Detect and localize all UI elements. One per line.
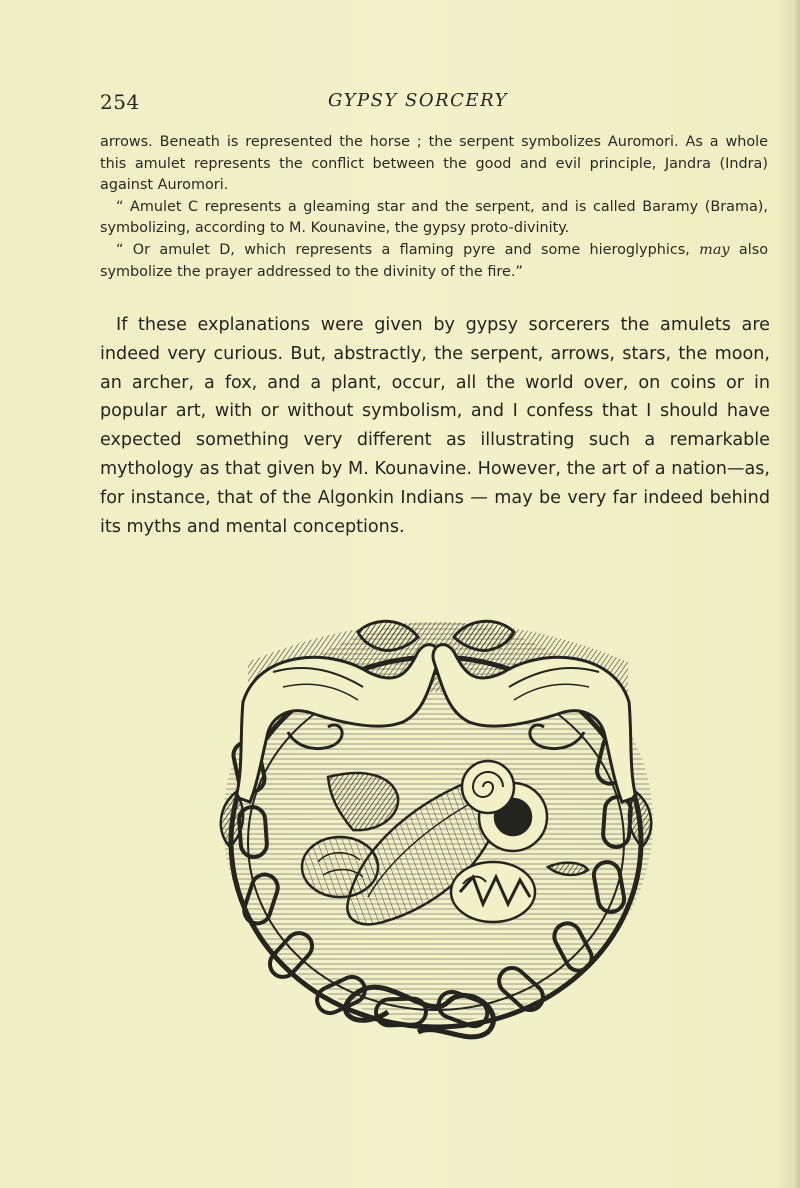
running-head-title: GYPSY SORCERY <box>328 90 508 111</box>
page-edge <box>792 0 800 1188</box>
page-number: 254 <box>100 90 140 114</box>
quoted-paragraph-3 <box>100 240 768 283</box>
body-paragraph: If these explanations were given by gypsy sorcerers the amulets are indeed very curious. But, abstractly, the serpent, arrows, stars, the moon, an archer, a fox, and a plant, occur, all the world over, on coins or in popular art, with or without symbolism, and I confess that I should have expected something very different as illustrating such a remarkable mythology as that given by M. Kounavine. However, the art of a nation—as, for instance, that of the Algonkin Indians — may be very far indeed behind its myths and mental conceptions. <box>100 315 770 537</box>
quoted-paragraph-3-end: also symbolize the prayer addressed to the divinity of the fire.” <box>100 241 769 280</box>
quoted-paragraph-1: arrows. Beneath is represented the horse ; the serpent symbolizes Auromori. As a whole this amulet represents the conflict between the good and evil principle, Jandra (Indra) against Auromori. <box>100 134 768 194</box>
italic-word: may <box>699 241 730 258</box>
quoted-paragraph-3-start: “ Or amulet D, which represents a flaming pyre and some hieroglyphics, <box>116 241 690 258</box>
quoted-passage <box>100 132 768 283</box>
amulets-engraving-illustration <box>188 592 684 1040</box>
quoted-paragraph-2: “ Amulet C represents a gleaming star and the serpent, and is called Baramy (Brama), symbolizing, according to M. Kounavine, the gypsy proto-divinity. <box>100 198 768 237</box>
